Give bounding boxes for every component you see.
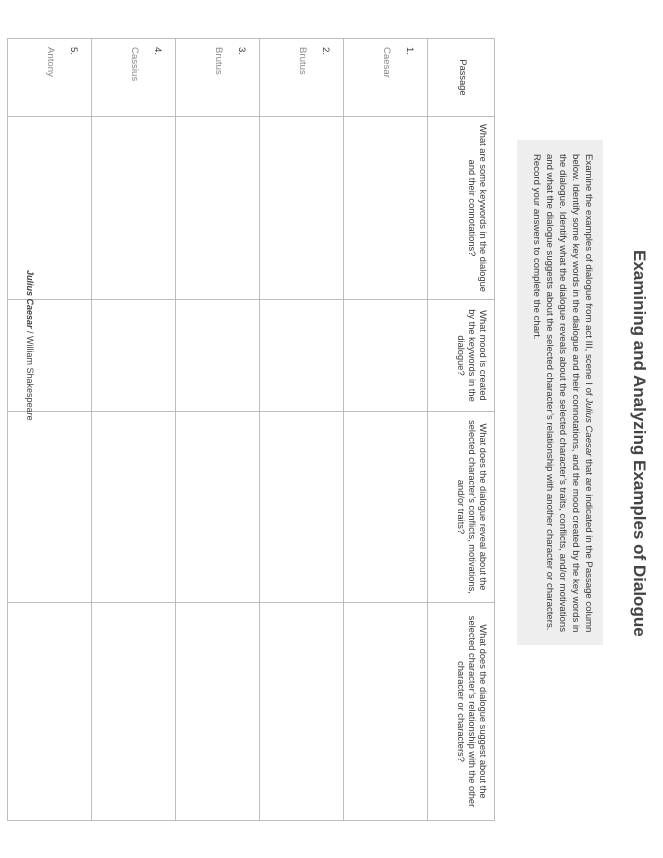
answer-cell-relationship[interactable] bbox=[344, 603, 428, 821]
table-row bbox=[260, 39, 344, 821]
passage-cell: 3. Brutus bbox=[176, 39, 260, 117]
instructions-part2: that are indicated in the Passage column below. Identify some key words in the dialogue and their connotations, and the mood created by the key words in the dialogue. Identify what the dialogue reveals about the selected character’s traits, conflicts, and/or motivations and what the dialogue suggests about the selected character’s relationship with another character or characters. Record your answers to complete the chart. bbox=[531, 154, 594, 633]
header-keywords: What are some keywords in the dialogue and their connotations? bbox=[428, 117, 495, 300]
instructions-work-title: Julius Caesar bbox=[583, 398, 594, 457]
passage-cell: 1. Caesar bbox=[344, 39, 428, 117]
passage-cell: 2. Brutus bbox=[260, 39, 344, 117]
header-mood: What mood is created by the keywords in the dialogue? bbox=[428, 300, 495, 412]
passage-cell: 5. Antony bbox=[8, 39, 92, 117]
answer-cell-keywords[interactable] bbox=[92, 117, 176, 300]
footer-separator: / bbox=[25, 328, 35, 337]
instructions-part1: Examine the examples of dialogue from act III, scene I of bbox=[583, 154, 594, 399]
answer-cell-relationship[interactable] bbox=[8, 603, 92, 821]
answer-cell-mood[interactable] bbox=[344, 300, 428, 412]
answer-cell-keywords[interactable] bbox=[344, 117, 428, 300]
passage-cell: 4. Cassius bbox=[92, 39, 176, 117]
dialogue-chart bbox=[7, 38, 495, 821]
answer-cell-reveal[interactable] bbox=[176, 412, 260, 603]
footer-citation bbox=[25, 270, 35, 421]
page-title: Examining and Analyzing Examples of Dialogue bbox=[630, 250, 649, 637]
answer-cell-reveal[interactable] bbox=[260, 412, 344, 603]
answer-cell-relationship[interactable] bbox=[260, 603, 344, 821]
footer-work-title: Julius Caesar bbox=[25, 270, 35, 329]
answer-cell-keywords[interactable] bbox=[260, 117, 344, 300]
header-row bbox=[428, 39, 495, 821]
answer-cell-reveal[interactable] bbox=[8, 412, 92, 603]
answer-cell-mood[interactable] bbox=[8, 300, 92, 412]
instructions-text bbox=[530, 154, 595, 634]
answer-cell-mood[interactable] bbox=[92, 300, 176, 412]
header-relationship: What does the dialogue suggest about the selected character’s relationship with the other character or characters? bbox=[428, 603, 495, 821]
answer-cell-reveal[interactable] bbox=[92, 412, 176, 603]
answer-cell-relationship[interactable] bbox=[92, 603, 176, 821]
table-row bbox=[92, 39, 176, 821]
footer-author: William Shakespeare bbox=[25, 336, 35, 421]
answer-cell-reveal[interactable] bbox=[344, 412, 428, 603]
answer-cell-mood[interactable] bbox=[176, 300, 260, 412]
header-passage: Passage bbox=[428, 39, 495, 117]
answer-cell-relationship[interactable] bbox=[176, 603, 260, 821]
answer-cell-keywords[interactable] bbox=[176, 117, 260, 300]
answer-cell-keywords[interactable] bbox=[8, 117, 92, 300]
instructions-box bbox=[517, 140, 603, 645]
table-row bbox=[344, 39, 428, 821]
header-reveal: What does the dialogue reveal about the selected character’s conflicts, motivations, and/or traits? bbox=[428, 412, 495, 603]
table-row bbox=[176, 39, 260, 821]
answer-cell-mood[interactable] bbox=[260, 300, 344, 412]
table-row bbox=[8, 39, 92, 821]
